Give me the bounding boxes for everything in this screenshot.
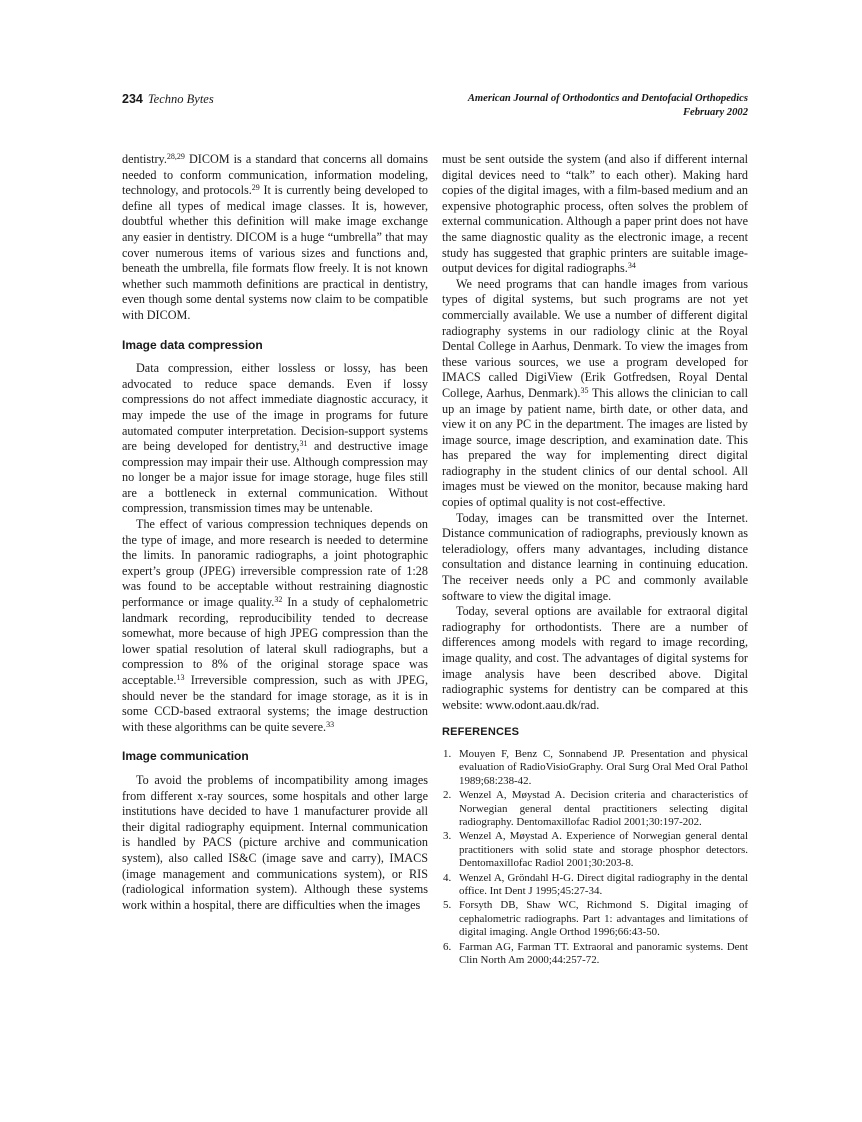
reference-item: Wenzel A, Møystad A. Experience of Norwegian general dental practitioners with solid state and storage phosphor detectors. Dentomaxillofac Radiol 2001;30:203-8. bbox=[459, 830, 748, 870]
paragraph: The effect of various compression techniques depends on the type of image, and more research is needed to determine the limits. In panoramic radiographs, a joint photographic expert’s group (JPEG) irreversible compression rate of 1:28 was found to be acceptable without restraining diagnostic performance or image quality.$^{32}$ In a study of cephalometric landmark recording, reproducibility tended to decrease somewhat, more because of high JPEG compression than the lower spatial resolution of lateral skull radiographs, but a compression to 8% of the original storage space was acceptable.$^{13}$ Irreversible compression, such as with JPEG, should never be the standard for image storage, as it is in some CCD-based extraoral systems; the image destruction with these algorithms can be quite severe.$^{33}$ bbox=[122, 517, 428, 734]
citation-superscript: 29 bbox=[251, 183, 260, 193]
paragraph: Data compression, either lossless or lossy, has been advocated to reduce space demands. Even if lossy compressions do not affect immediate diagnostic accuracy, it may impede the use of the image in programs for future automated computer interpretation. Decision-support systems are being developed for dentistry,$^{31}$ and destructive image compression may impair their use. Although compression may no longer be a major issue for image storage, huge files still are a bottleneck in external communication. Without compression, transmission times may be untenable. bbox=[122, 361, 428, 516]
running-head-right bbox=[468, 92, 748, 119]
paragraph: Today, images can be transmitted over the Internet. Distance communication of radiographs, previously known as teleradiology, offers many advantages, including distance consultation and distance learning in continuing education. The receiver needs only a PC and commonly available software to view the digital image. bbox=[442, 510, 748, 603]
website-url: www.odont.aau.dk/rad bbox=[485, 697, 597, 712]
section-title: Techno Bytes bbox=[147, 92, 214, 106]
page-number: 234 bbox=[122, 92, 143, 106]
paragraph: Today, several options are available for extraoral digital radiography for orthodontists. There are a number of differences among models with regard to image recording, image quality, and cost. The advantages of digital systems for image analysis have been described above. Digital radiographic systems for dentistry can be compared at this website: www.odont.aau.dk/rad. bbox=[442, 604, 748, 712]
citation-superscript: 35 bbox=[580, 385, 589, 395]
reference-item: Farman AG, Farman TT. Extraoral and panoramic systems. Dent Clin North Am 2000;44:257-72. bbox=[459, 940, 748, 967]
paragraph: must be sent outside the system (and also if different internal digital devices need to “talk” to each other). Making hard copies of the digital images, with a film-based medium and an expensive photographic process, often solves the problem of external communication. Although a paper print does not have the same diagnostic quality as the electronic image, a recent study has suggested that graphic printers are suitable image-output devices for digital radiographs.$^{34}$ bbox=[442, 152, 748, 276]
running-head-left bbox=[122, 92, 214, 106]
citation-superscript: 32 bbox=[274, 595, 283, 605]
section-heading: REFERENCES bbox=[442, 726, 520, 739]
reference-item: Wenzel A, Møystad A. Decision criteria and characteristics of Norwegian general dental practitioners selecting digital radiography. Dentomaxillofac Radiol 2001;30:197-202. bbox=[459, 789, 748, 828]
citation-superscript: 13 bbox=[176, 673, 185, 682]
citation-superscript: 31 bbox=[299, 439, 308, 449]
right-column bbox=[442, 152, 748, 968]
paragraph: We need programs that can handle images from various types of digital systems, but such programs are not yet commercially available. We use a number of different digital radiography systems in our radiology clinic at the Royal Dental College in Aarhus, Denmark. To view the images from these various sources, we use a program developed for IMACS called DigiView (Erik Gotfredsen, Royal Dental College, Aarhus, Denmark).$^{35}$ This allows the clinician to call up an image by patient name, birth date, or other data, and view it on any PC in the department. The images are listed by image source, image description, and examination date. This has prepared the way for implementing direct digital radiography in the student clinics of our dental school. All images must be viewed on the monitor, because making hard copies of optimal quality is not cost-effective. bbox=[442, 276, 748, 510]
journal-title: American Journal of Orthodontics and Dentofacial Orthopedics bbox=[467, 93, 748, 104]
section-heading: Image data compression bbox=[122, 337, 263, 352]
paragraph: To avoid the problems of incompatibility among images from different x-ray sources, some hospitals and other large institutions have decided to have 1 manufacturer provide all their digital radiography equipment. Internal communication is handled by PACS (picture archive and communication system), also called IS&C (image save and carry), IMACS (image management and communications system), or RIS (radiological information system). Although these systems work within a hospital, there are difficulties when the images bbox=[122, 772, 428, 912]
citation-superscript: 33 bbox=[326, 719, 335, 729]
two-column-body bbox=[122, 152, 748, 968]
page-content bbox=[122, 92, 748, 968]
citation-superscript: 28,29 bbox=[166, 152, 185, 161]
paragraph: dentistry.$^{28,29}$ DICOM is a standard that concerns all domains needed to conform communication, information modeling, technology, and protocols.$^{29}$ It is currently being developed to define all types of medical image classes. It is, however, doubtful whether this definition will make image exchange any easier in dentistry. DICOM is a huge “umbrella” that may cover numerous items of various sizes and functions and, beneath the umbrella, file formats flow freely. It is not known whether such mammoth definitions are practical in dentistry, even though some dental systems now claim to be compatible with DICOM. bbox=[122, 152, 428, 322]
reference-list bbox=[442, 748, 748, 968]
left-column bbox=[122, 152, 428, 968]
reference-item: Forsyth DB, Shaw WC, Richmond S. Digital imaging of cephalometric radiographs. Part 1: advantages and limitations of digital imaging. Angle Orthod 1996;66:43-50. bbox=[459, 899, 748, 939]
reference-item: Mouyen F, Benz C, Sonnabend JP. Presentation and physical evaluation of RadioVisioGraphy. Oral Surg Oral Med Oral Pathol 1989;68:238-42. bbox=[459, 747, 748, 787]
section-heading: Image communication bbox=[122, 749, 249, 764]
running-head bbox=[122, 92, 748, 119]
reference-item: Wenzel A, Gröndahl H-G. Direct digital radiography in the dental office. Int Dent J 1995;45:27-34. bbox=[459, 871, 748, 898]
citation-superscript: 34 bbox=[627, 261, 636, 271]
issue-date: February 2002 bbox=[682, 106, 748, 118]
